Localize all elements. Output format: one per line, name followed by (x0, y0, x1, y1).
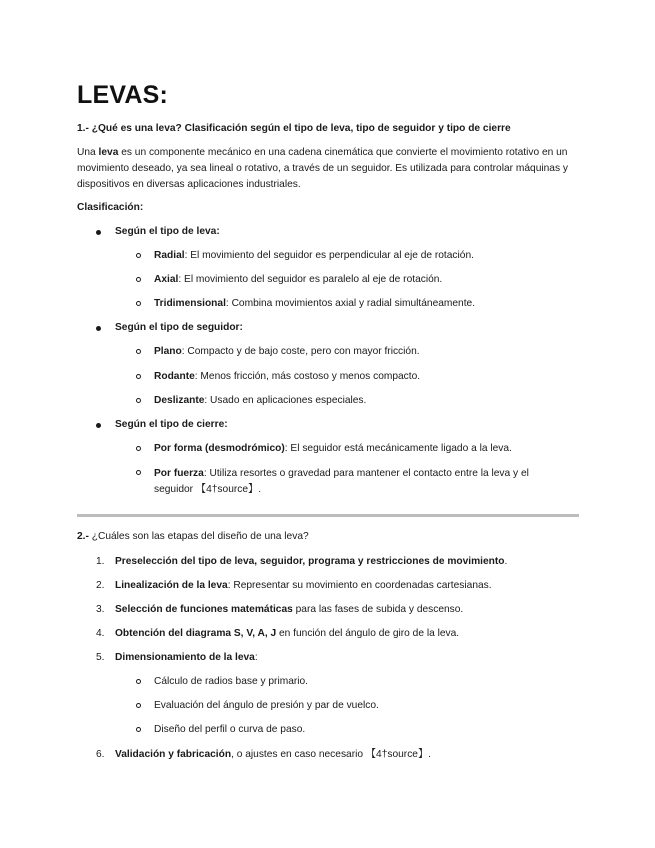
intro-pre: Una (77, 147, 99, 158)
intro-bold-term: leva (98, 147, 119, 158)
step-rest: , o ajustes en caso necesario 【4†source】. (231, 749, 431, 760)
step-bold: Preselección del tipo de leva, seguidor, programa y restricciones de movimiento (115, 556, 505, 567)
circle-bullet-icon (136, 703, 141, 708)
intro-rest: es un componente mecánico en una cadena cinemática que convierte el movimiento rotativo en un movimiento deseado, ya sea lineal o rotativo, a través de un seguidor. Es utilizada para controlar máquinas y dispositivos en diversas aplicaciones industriales. (77, 147, 568, 190)
step-number: 3. (96, 604, 105, 615)
step-number: 4. (96, 628, 105, 639)
circle-bullet-icon (136, 301, 141, 306)
bullet-icon (96, 326, 101, 331)
step-number: 6. (96, 749, 105, 760)
circle-bullet-icon (136, 727, 141, 732)
step-rest: para las fases de subida y descenso. (292, 604, 464, 615)
bullet-icon (96, 423, 101, 428)
group-label: Según el tipo de leva: (115, 226, 220, 237)
item-desc: : Usado en aplicaciones especiales. (204, 395, 367, 406)
group-label: Según el tipo de cierre: (115, 419, 228, 430)
item-term: Tridimensional (154, 298, 226, 309)
circle-bullet-icon (136, 277, 141, 282)
item-term: Rodante (154, 371, 195, 382)
item-desc: : El seguidor está mecánicamente ligado a la leva. (284, 443, 512, 454)
item-desc: : Compacto y de bajo coste, pero con mayor fricción. (181, 346, 420, 357)
question-1 (77, 122, 511, 136)
intro-paragraph (77, 145, 582, 193)
page-title: LEVAS: (77, 81, 169, 109)
circle-bullet-icon (136, 679, 141, 684)
group-label: Según el tipo de seguidor: (115, 322, 243, 333)
step-bold: Selección de funciones matemáticas (115, 604, 293, 615)
item-term: Radial (154, 250, 185, 261)
circle-bullet-icon (136, 446, 141, 451)
item-term: Plano (154, 346, 182, 357)
step-number: 1. (96, 556, 105, 567)
item-desc: : Utiliza resortes o gravedad para mantener el contacto entre la leva y el seguidor 【4†source】. (154, 468, 529, 495)
classification-label: Clasificación: (77, 202, 144, 213)
step-bold: Linealización de la leva (115, 580, 228, 591)
sizing-item: Diseño del perfil o curva de paso. (154, 724, 306, 735)
section-divider (77, 514, 579, 517)
step-number: 2. (96, 580, 105, 591)
step-rest: : Representar su movimiento en coordenadas cartesianas. (227, 580, 492, 591)
step-bold: Validación y fabricación (115, 749, 232, 760)
step-rest: en función del ángulo de giro de la leva. (276, 628, 460, 639)
step-rest: . (504, 556, 508, 567)
question-1-prefix: 1.- (77, 123, 92, 134)
step-rest: : (254, 652, 258, 663)
sizing-item: Cálculo de radios base y primario. (154, 676, 309, 687)
item-term: Por forma (desmodrómico) (154, 443, 285, 454)
bullet-icon (96, 230, 101, 235)
step-bold: Obtención del diagrama S, V, A, J (115, 628, 277, 639)
question-1-text: ¿Qué es una leva? Clasificación según el tipo de leva, tipo de seguidor y tipo de cierre (91, 123, 511, 134)
question-2-prefix: 2.- (77, 531, 92, 542)
step-bold: Dimensionamiento de la leva (115, 652, 255, 663)
sizing-item: Evaluación del ángulo de presión y par de vuelco. (154, 700, 379, 711)
step-number: 5. (96, 652, 105, 663)
question-2 (77, 530, 309, 544)
item-desc: : El movimiento del seguidor es paralelo al eje de rotación. (178, 274, 443, 285)
item-desc: : El movimiento del seguidor es perpendicular al eje de rotación. (184, 250, 474, 261)
item-desc: : Combina movimientos axial y radial simultáneamente. (225, 298, 476, 309)
question-2-text: ¿Cuáles son las etapas del diseño de una leva? (91, 531, 309, 542)
circle-bullet-icon (136, 398, 141, 403)
circle-bullet-icon (136, 374, 141, 379)
item-desc: : Menos fricción, más costoso y menos compacto. (194, 371, 421, 382)
item-term: Por fuerza (154, 468, 204, 479)
circle-bullet-icon (136, 253, 141, 258)
item-term: Axial (154, 274, 179, 285)
circle-bullet-icon (136, 349, 141, 354)
circle-bullet-icon (136, 470, 141, 475)
item-term: Deslizante (154, 395, 205, 406)
